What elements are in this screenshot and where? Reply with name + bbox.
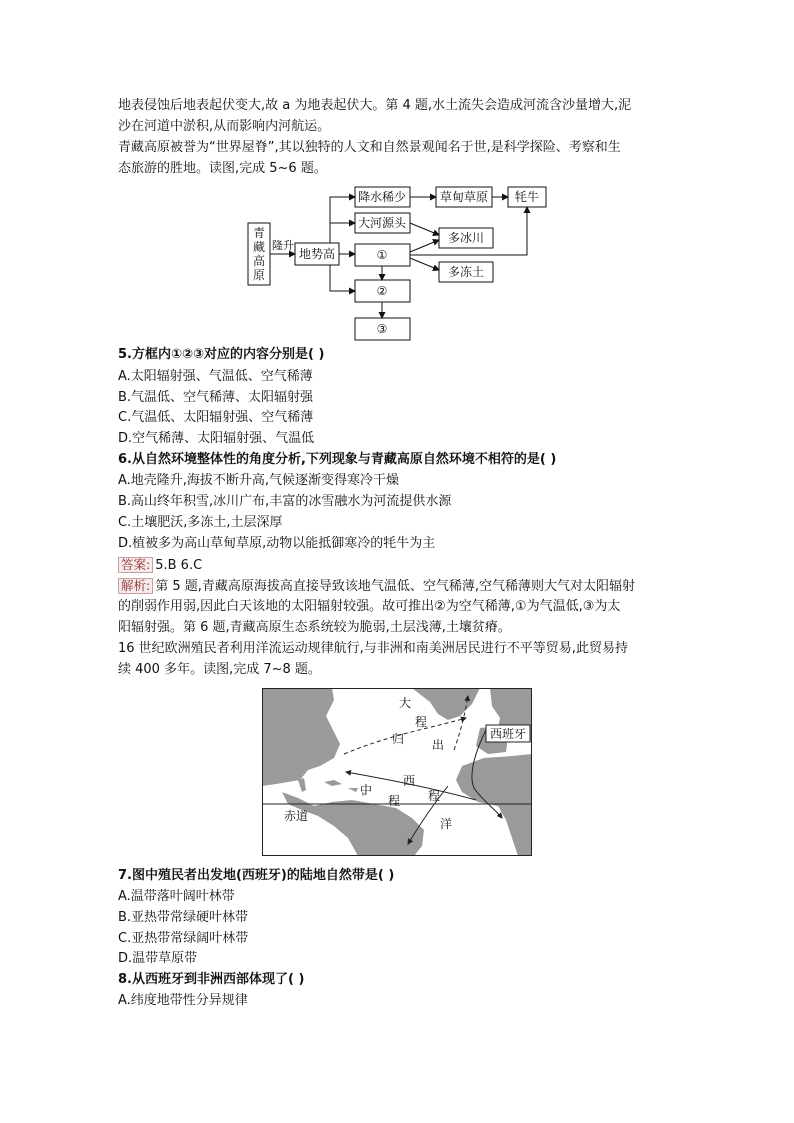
map-label: 西 <box>402 774 416 788</box>
question-7: 7.图中殖民者出发地(西班牙)的陆地自然带是( ) <box>118 868 395 883</box>
box-1-label: ① <box>376 248 388 262</box>
map-label: 程 <box>387 794 401 808</box>
source-label: 大河源头 <box>357 216 407 230</box>
option-d: D.植被多为高山草甸草原,动物以能抵御寒冷的牦牛为主 <box>118 536 436 551</box>
rain-label: 降水稀少 <box>357 190 407 204</box>
option-b: B.亚热带常绿硬叶林带 <box>118 910 249 925</box>
map-label: 大 <box>398 696 412 710</box>
plateau-char: 青 <box>252 226 266 240</box>
plateau-char: 原 <box>252 268 266 282</box>
atlantic-trade-map <box>262 688 532 856</box>
frozen-label: 多冻土 <box>447 265 485 279</box>
uplift-label: 隆升 <box>272 239 294 252</box>
glacier-label: 多冰川 <box>447 231 485 245</box>
text-line: 续 400 多年。读图,完成 7~8 题。 <box>118 662 321 677</box>
map-label: 中 <box>359 783 373 797</box>
analysis-text: 第 5 题,青藏高原海拔高直接导致该地气温低、空气稀薄,空气稀薄则大气对太阳辐射 <box>155 579 636 594</box>
map-label: 洋 <box>439 817 453 831</box>
option-a: A.太阳辐射强、气温低、空气稀薄 <box>118 369 313 384</box>
text-line: 地表侵蚀后地表起伏变大,故 a 为地表起伏大。第 4 题,水土流失会造成河流含沙量增大,泥 <box>118 98 632 113</box>
option-c: C.亚热带常绿阔叶林带 <box>118 931 249 946</box>
spain-label: 西班牙 <box>489 727 527 741</box>
equator-label: 赤道 <box>284 809 309 823</box>
option-a: A.温带落叶阔叶林带 <box>118 889 235 904</box>
map-label: 归 <box>391 732 405 746</box>
question-6: 6.从自然环境整体性的角度分析,下列现象与青藏高原自然环境不相符的是( ) <box>118 452 557 467</box>
analysis-line: 的削弱作用弱,因此白天该地的太阳辐射较强。故可推出②为空气稀薄,①为气温低,③为太 <box>118 599 621 614</box>
analysis-line <box>118 578 635 595</box>
box-3-label: ③ <box>376 322 388 336</box>
map-label: 程 <box>414 715 428 729</box>
option-b: B.气温低、空气稀薄、太阳辐射强 <box>118 390 314 405</box>
answer-tag: 答案: <box>118 557 153 573</box>
option-d: D.空气稀薄、太阳辐射强、气温低 <box>118 431 315 446</box>
yak-label: 牦牛 <box>514 190 540 204</box>
option-c: C.土壤肥沃,多冻土,土层深厚 <box>118 515 283 530</box>
option-d: D.温带草原带 <box>118 951 198 966</box>
analysis-tag: 解析: <box>118 578 153 594</box>
meadow-label: 草甸草原 <box>439 190 489 204</box>
map-label: 程 <box>427 789 441 803</box>
option-a: A.纬度地带性分异规律 <box>118 993 248 1008</box>
plateau-flow-diagram <box>240 180 560 345</box>
text-line: 沙在河道中淤积,从而影响内河航运。 <box>118 119 331 134</box>
question-8: 8.从西班牙到非洲西部体现了( ) <box>118 972 305 987</box>
text-line: 16 世纪欧洲殖民者利用洋流运动规律航行,与非洲和南美洲居民进行不平等贸易,此贸易持 <box>118 641 628 656</box>
text-line: 态旅游的胜地。读图,完成 5~6 题。 <box>118 161 327 176</box>
text-line: 青藏高原被誉为“世界屋脊”,其以独特的人文和自然景观闻名于世,是科学探险、考察和生 <box>118 140 621 155</box>
map-label: 出 <box>431 738 445 752</box>
plateau-char: 高 <box>252 254 266 268</box>
plateau-char: 藏 <box>252 240 266 254</box>
box-2-label: ② <box>376 284 388 298</box>
option-c: C.气温低、太阳辐射强、空气稀薄 <box>118 410 314 425</box>
answer-text: 5.B 6.C <box>155 558 203 573</box>
option-b: B.高山终年积雪,冰川广布,丰富的冰雪融水为河流提供水源 <box>118 494 452 509</box>
question-5: 5.方框内①②③对应的内容分别是( ) <box>118 347 325 362</box>
answer-line <box>118 557 202 574</box>
high-terrain-label: 地势高 <box>298 247 336 261</box>
option-a: A.地壳隆升,海拔不断升高,气候逐渐变得寒冷干燥 <box>118 473 400 488</box>
analysis-line: 阳辐射强。第 6 题,青藏高原生态系统较为脆弱,土层浅薄,土壤贫瘠。 <box>118 620 511 635</box>
